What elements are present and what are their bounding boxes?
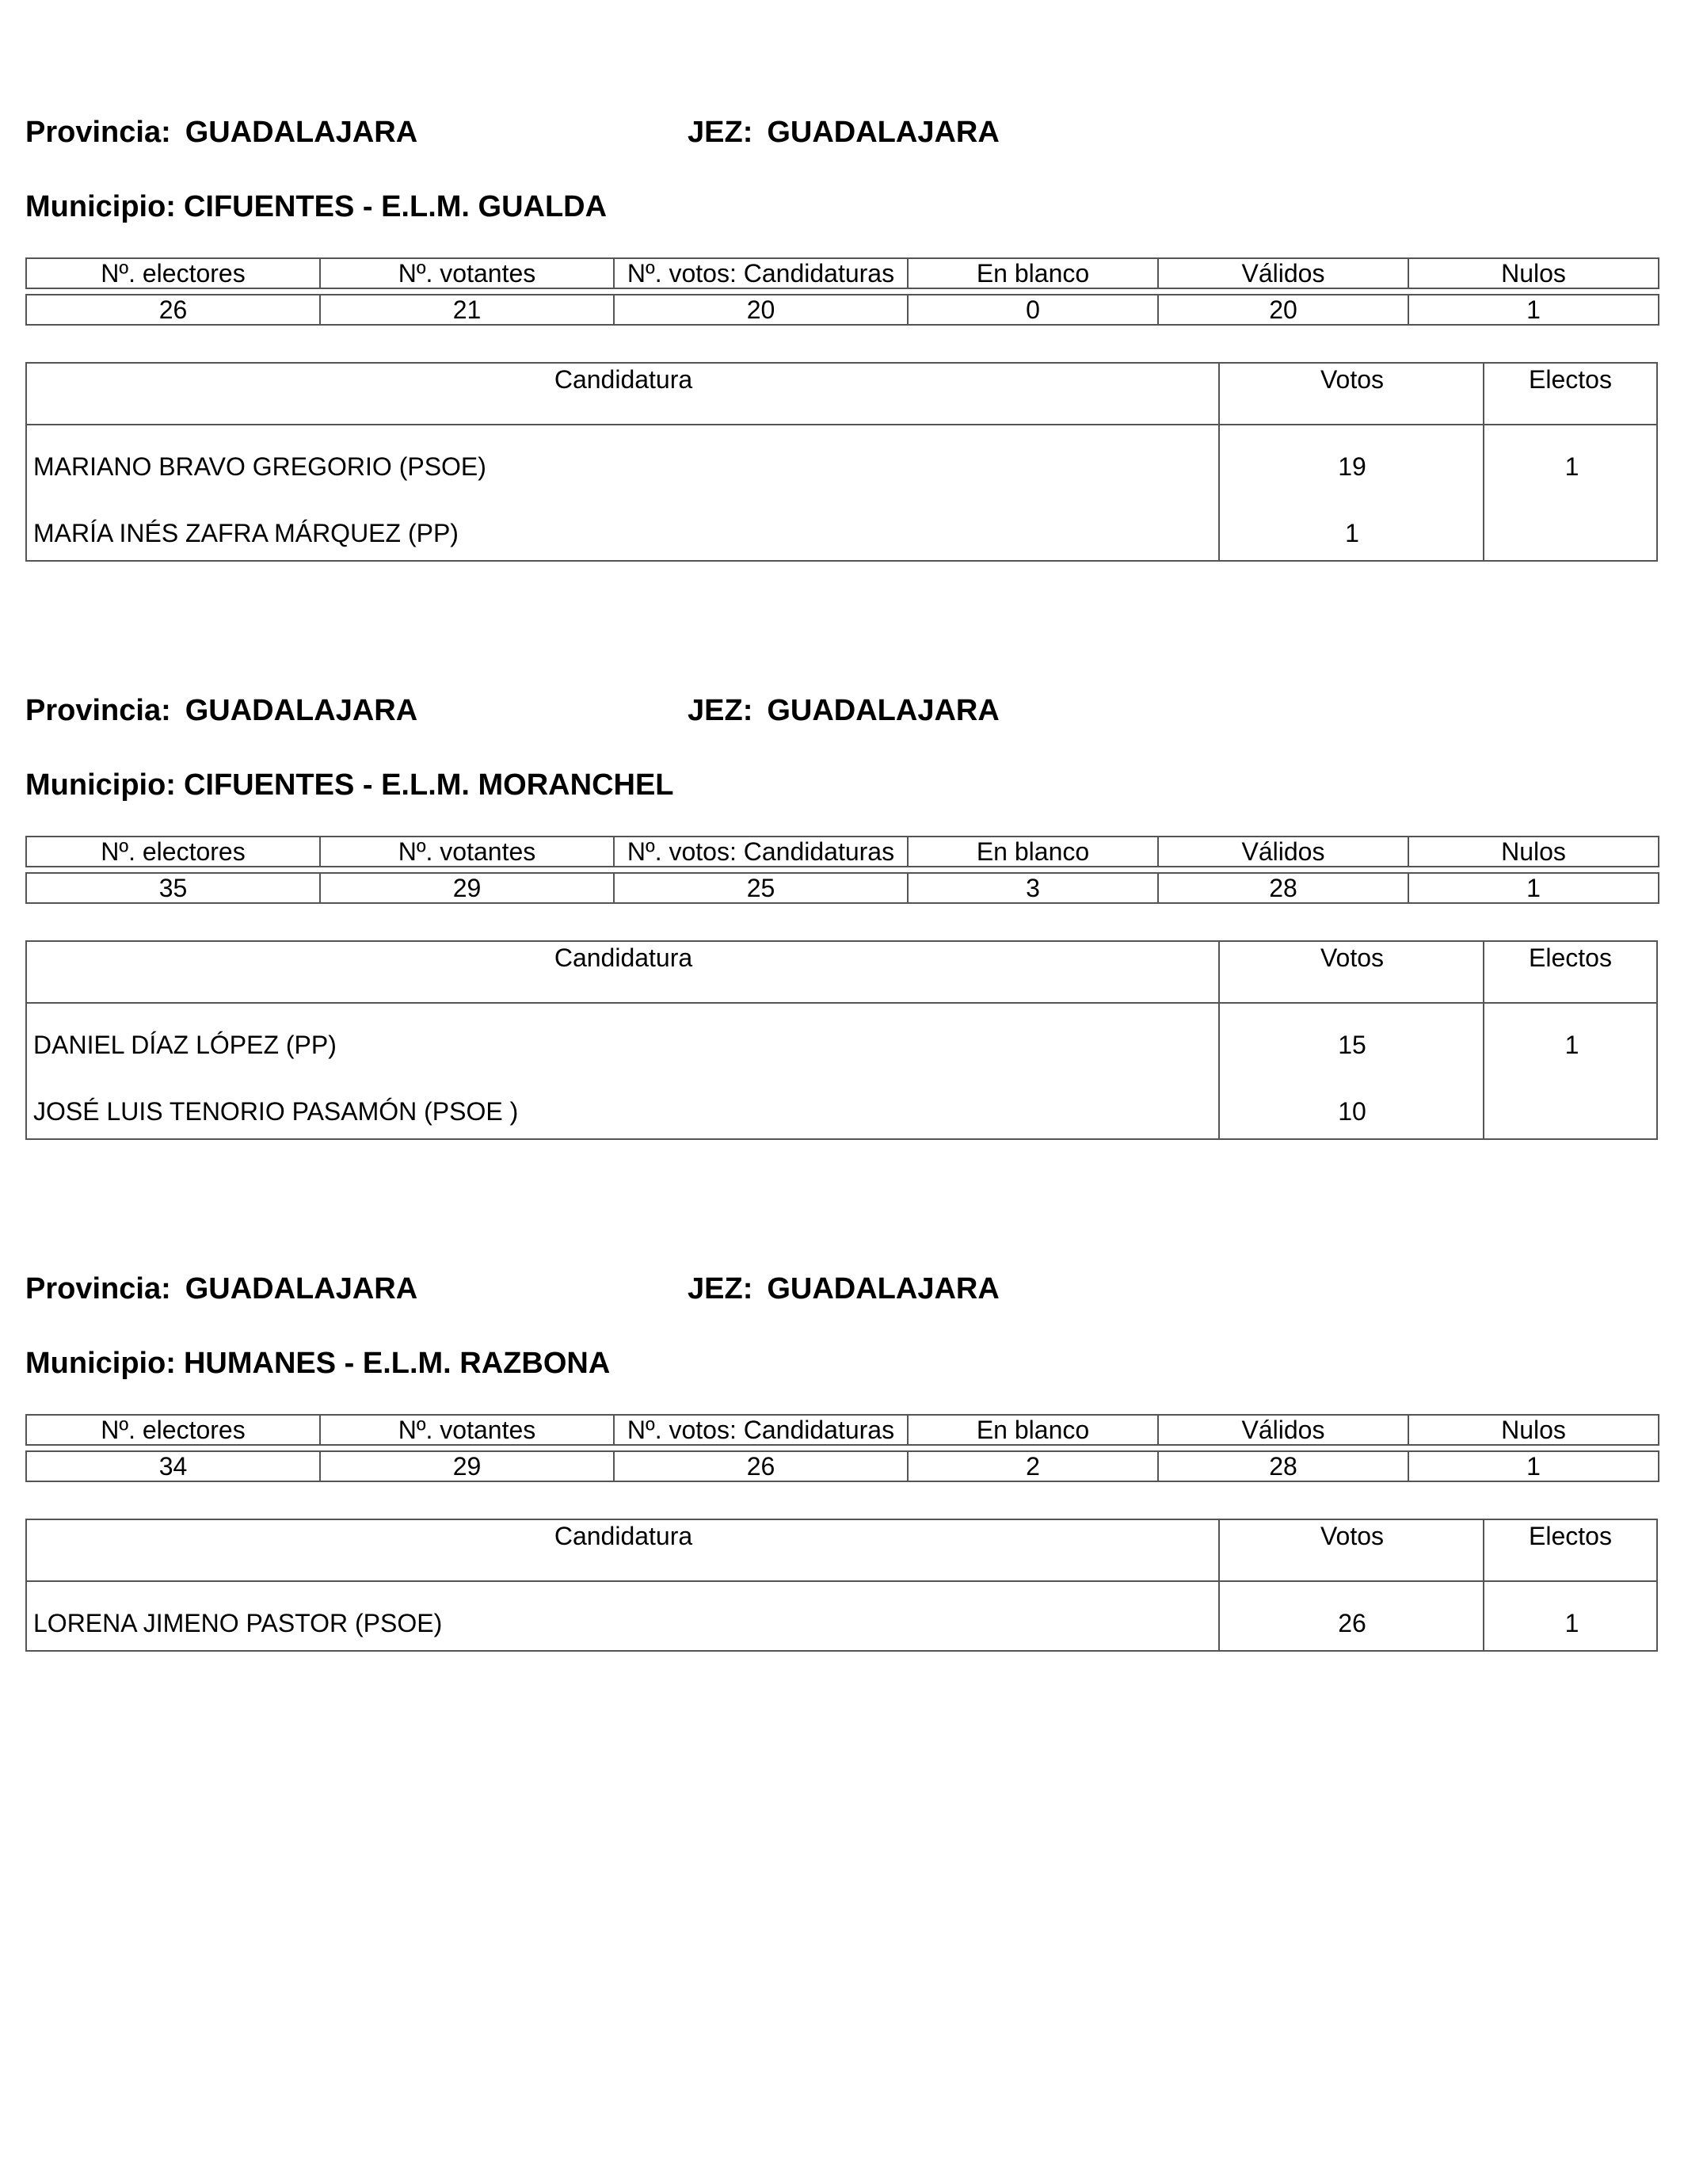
stats-value-nulos: 1 <box>1408 873 1659 903</box>
stats-header-electores: Nº. electores <box>26 1415 320 1445</box>
stats-header-votos-candidaturas: Nº. votos: Candidaturas <box>614 258 908 288</box>
provincia-value: GUADALAJARA <box>185 1272 418 1305</box>
jez-value: GUADALAJARA <box>767 116 1000 149</box>
candidate-row <box>27 427 1656 494</box>
stats-header-nulos: Nulos <box>1408 837 1659 867</box>
provincia-value: GUADALAJARA <box>185 116 418 149</box>
stats-value-electores: 34 <box>26 1451 320 1481</box>
municipio-line <box>25 192 607 222</box>
stats-value-en-blanco: 3 <box>908 873 1158 903</box>
stats-header-votos-candidaturas: Nº. votos: Candidaturas <box>614 1415 908 1445</box>
jez-line <box>688 117 1000 147</box>
candidate-electos: 1 <box>1564 452 1579 481</box>
candidate-votos: 26 <box>1338 1609 1366 1637</box>
stats-value-votantes: 21 <box>320 295 614 325</box>
jez-value: GUADALAJARA <box>767 694 1000 727</box>
stats-value-nulos: 1 <box>1408 295 1659 325</box>
provincia-label: Provincia: <box>25 1272 171 1305</box>
candidate-name: LORENA JIMENO PASTOR (PSOE) <box>33 1609 443 1637</box>
jez-line <box>688 696 1000 726</box>
provincia-line <box>25 117 417 147</box>
stats-value-electores: 26 <box>26 295 320 325</box>
votos-header: Votos <box>1220 1520 1484 1582</box>
stats-value-row <box>26 873 1659 903</box>
stats-table <box>25 836 1659 904</box>
stats-header-row <box>26 258 1659 288</box>
candidate-electos: 1 <box>1564 1609 1579 1637</box>
candidate-name: DANIEL DÍAZ LÓPEZ (PP) <box>33 1031 337 1059</box>
stats-value-row <box>26 1451 1659 1481</box>
provincia-value: GUADALAJARA <box>185 694 418 727</box>
stats-header-votantes: Nº. votantes <box>320 837 614 867</box>
provincia-label: Provincia: <box>25 116 171 149</box>
candidatura-header: Candidatura <box>27 364 1220 425</box>
municipio-label: Municipio: <box>25 768 176 802</box>
candidatura-header: Candidatura <box>27 1520 1220 1582</box>
votos-header: Votos <box>1220 942 1484 1004</box>
candidates-table <box>25 362 1658 562</box>
municipio-value: HUMANES - E.L.M. RAZBONA <box>183 1347 611 1380</box>
stats-header-validos: Válidos <box>1158 1415 1408 1445</box>
stats-header-electores: Nº. electores <box>26 837 320 867</box>
jez-label: JEZ: <box>688 1272 753 1305</box>
provincia-label: Provincia: <box>25 694 171 727</box>
stats-header-validos: Válidos <box>1158 837 1408 867</box>
municipio-value: CIFUENTES - E.L.M. MORANCHEL <box>183 768 674 802</box>
votos-header: Votos <box>1220 364 1484 425</box>
candidate-votos: 1 <box>1345 519 1359 547</box>
stats-value-electores: 35 <box>26 873 320 903</box>
jez-line <box>688 1274 1000 1304</box>
candidate-name: MARÍA INÉS ZAFRA MÁRQUEZ (PP) <box>33 519 459 547</box>
electos-header: Electos <box>1484 942 1656 1004</box>
stats-value-nulos: 1 <box>1408 1451 1659 1481</box>
stats-table <box>25 1414 1659 1482</box>
stats-header-votos-candidaturas: Nº. votos: Candidaturas <box>614 837 908 867</box>
stats-value-validos: 20 <box>1158 295 1408 325</box>
stats-header-en-blanco: En blanco <box>908 837 1158 867</box>
candidate-votos: 10 <box>1338 1097 1366 1126</box>
candidate-row <box>27 1584 1656 1650</box>
candidates-table <box>25 940 1658 1140</box>
stats-value-validos: 28 <box>1158 873 1408 903</box>
provincia-line <box>25 696 417 726</box>
provincia-line <box>25 1274 417 1304</box>
stats-value-votos-candidaturas: 25 <box>614 873 908 903</box>
jez-label: JEZ: <box>688 694 753 727</box>
stats-header-row <box>26 837 1659 867</box>
electos-header: Electos <box>1484 364 1656 425</box>
stats-value-votos-candidaturas: 26 <box>614 1451 908 1481</box>
stats-value-en-blanco: 0 <box>908 295 1158 325</box>
candidate-electos: 1 <box>1564 1031 1579 1059</box>
stats-value-votantes: 29 <box>320 873 614 903</box>
candidate-votos: 15 <box>1338 1031 1366 1059</box>
stats-value-validos: 28 <box>1158 1451 1408 1481</box>
stats-value-row <box>26 295 1659 325</box>
stats-header-nulos: Nulos <box>1408 1415 1659 1445</box>
stats-header-nulos: Nulos <box>1408 258 1659 288</box>
electos-header: Electos <box>1484 1520 1656 1582</box>
municipio-line <box>25 1348 610 1378</box>
candidates-table <box>25 1519 1658 1652</box>
stats-table <box>25 257 1659 326</box>
jez-label: JEZ: <box>688 116 753 149</box>
candidate-row <box>27 1005 1656 1072</box>
stats-header-row <box>26 1415 1659 1445</box>
stats-header-electores: Nº. electores <box>26 258 320 288</box>
candidate-votos: 19 <box>1338 452 1366 481</box>
stats-header-en-blanco: En blanco <box>908 258 1158 288</box>
stats-header-votantes: Nº. votantes <box>320 258 614 288</box>
municipio-label: Municipio: <box>25 190 176 223</box>
stats-header-validos: Válidos <box>1158 258 1408 288</box>
stats-value-votantes: 29 <box>320 1451 614 1481</box>
stats-header-en-blanco: En blanco <box>908 1415 1158 1445</box>
municipio-value: CIFUENTES - E.L.M. GUALDA <box>183 190 608 223</box>
stats-value-en-blanco: 2 <box>908 1451 1158 1481</box>
municipio-label: Municipio: <box>25 1347 176 1380</box>
stats-value-votos-candidaturas: 20 <box>614 295 908 325</box>
stats-header-votantes: Nº. votantes <box>320 1415 614 1445</box>
candidate-name: JOSÉ LUIS TENORIO PASAMÓN (PSOE ) <box>33 1097 519 1126</box>
candidate-name: MARIANO BRAVO GREGORIO (PSOE) <box>33 452 486 481</box>
jez-value: GUADALAJARA <box>767 1272 1000 1305</box>
municipio-line <box>25 770 674 800</box>
candidatura-header: Candidatura <box>27 942 1220 1004</box>
candidate-row <box>27 1072 1656 1138</box>
candidate-row <box>27 494 1656 560</box>
